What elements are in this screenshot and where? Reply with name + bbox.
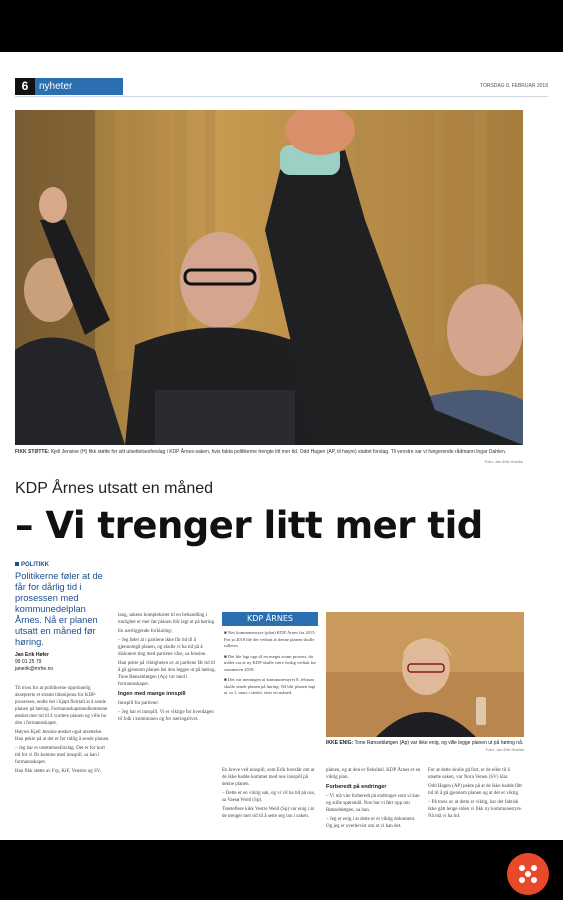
photo-caption [15, 449, 523, 456]
page-header [15, 78, 548, 97]
byline-phone: 99 01 25 79 [15, 659, 42, 665]
paragraph: – Dette er en viktig sak, og vi vil ha tid på oss, sa Vaesø Wold (Sp). [222, 791, 316, 803]
article-column-2 [118, 612, 216, 725]
grid-dots-icon [519, 865, 537, 883]
paragraph: – Jeg føler at i partiene ikke får tid til å gjennomgå planen, og skulle vi ha tid på å diskutere ting med partiene våre, sa Jensine. [118, 638, 207, 657]
paragraph: planen, og at den er fleksibel. KDP Årnes er en viktig plan. [326, 768, 421, 780]
paragraph: Innspill fra partiene: [118, 701, 159, 706]
paragraph: En kreve ved innspill, som Erik foreslår om at de ikke hadde kommet med noe innspill på denne planen. [222, 768, 315, 787]
newspaper-page [0, 52, 563, 840]
paragraph: For at dette skulle gå fort, er de eller til å utsette saken, var Nora Venen (SV) klar. [428, 768, 510, 780]
paragraph: – På tross av at dette er viktig, har det faktisk ikke gått lenge siden vi fikk ny kommunestyre. Nå må vi ha tid. [428, 800, 523, 819]
secondary-caption-text: Tone Rønsebløtgen (Ap) var ikke enig, og ville legge planen ut på høring nå. [354, 740, 524, 746]
fact-box [222, 612, 318, 764]
main-photo-image [15, 110, 523, 445]
secondary-photo [326, 612, 524, 737]
article-column-4 [326, 767, 422, 832]
paragraph: – Jeg har et utsettelsesforslag. Det er for kort tid for vi får komme med innspill, sa han i formannskapet. [15, 746, 105, 765]
article-column-5 [428, 767, 524, 822]
fact-box-title: KDP ÅRNES [222, 612, 318, 626]
byline-email: janerik@mrhe.no [15, 666, 54, 672]
floating-action-button[interactable] [507, 853, 549, 895]
issue-date: TORSDAG 8. FEBRUAR 2018 [480, 83, 548, 89]
fact-item: ■ Det ble lagt opp til en meget stram prosess, da målet var at ny KDP skulle være ferdig vedtatt før sommeren 2018. [224, 653, 317, 672]
main-photo [15, 110, 523, 445]
paragraph: Trøsteflere kikk Vestre Weld (Sp) var enig i at de trenger mer tid til å sette seg inn i saken. [222, 807, 314, 819]
page-number: 6 [15, 78, 35, 95]
article-lead: Politikerne føler at de får for dårlig tid i prosessen med kommunedelplan Årnes. Nå er planen utsatt en måned før høring. [15, 571, 103, 647]
photo-credit: Foto: Jan Erik Hoelse [484, 459, 523, 464]
section-label: nyheter [35, 78, 123, 95]
article-kicker: KDP Årnes utsatt en måned [15, 480, 214, 497]
paragraph: Han pekte på viktigheten av at partiene får tid til å gå gjennom planen før den legges ut på høring. Tone Rønsebløtgen (Ap) var med i formannskapet. [118, 661, 216, 687]
photo-caption-lead: FIKK STØTTE: [15, 449, 50, 455]
byline-name: Jan Erik Høfer [15, 652, 49, 658]
paragraph: lang, sakens kompleksitet til en behandling i mulighet er mer før planen blir lagt ut på høring. [118, 613, 216, 625]
article-tag: POLITIKK [15, 562, 49, 568]
paragraph: Han fikk støtte av Frp, KrF, Venstre og SV. [15, 769, 101, 774]
article-column-1 [15, 685, 111, 777]
paragraph: – Vi må vite forberedt på endringer som vi kan og stille spørsmål. Noe har vi ført opp om Rønsebløtgen, sa hun. [326, 794, 420, 813]
paragraph: – Jeg er enig i at dette er et viktig dokument. Og jeg er overbevist om at vi kan det. [326, 817, 416, 829]
paragraph: Odd Hagen (AP) pekte på at de ikke hadde fått tid til å gå gjennom planen og at det er viktig. [428, 784, 522, 796]
fact-item: ■ Nes kommunestyre (plan) KDP Årnes fra 2015. Før ja 2018 ble det vedtatt at denne planen skulle rulleres. [224, 630, 316, 648]
byline [15, 652, 107, 673]
photo-caption-text: Kjell Jensine (H) fikk støtte for sitt utsettelsesforslag i KDP Årnes-saken, hvis fakta politikerne trengte litt mer tid. Odd Hagen (AP, til høyre) stattet forslag. Til venstre sar vi fungerende rådmann Ingar Dahlen. [50, 449, 507, 455]
subheading: Ingen med mange innspill [118, 691, 186, 697]
paragraph: Til tross for at politikerne opprinnelig aksepterte et stramt tidsskjema for KDP-prosessen, endte det i kjapt fleirtall at å sende planen på høring. Formannskapsmedlemmene ønsket mer tid til å vurdere planen og ville ha den i formannskapet. [15, 686, 108, 726]
paragraph: En nærliggende forklaring: [118, 629, 173, 634]
subheading: Forberedt på endringer [326, 784, 387, 790]
secondary-photo-caption [326, 740, 524, 753]
fact-item: ■ Det var meningen at kommunestyret 8. februar skulle sende planen på høring. Nå blir planen lagt ut ca 1. mars i stedet, etter en måned. [224, 677, 316, 695]
article-column-3 [222, 767, 318, 822]
paragraph: – Jeg har et innspill. Vi er viktige for hverdagen til folk i kommunen og for næringslivet. [118, 710, 214, 722]
article-headline: – Vi trenger litt mer tid [15, 504, 483, 547]
secondary-photo-image [326, 612, 524, 737]
secondary-caption-lead: IKKE ENIG: [326, 740, 354, 746]
secondary-photo-credit: Foto: Jan Erik Hoelse [485, 746, 524, 752]
paragraph: Høyres Kjell Jensine ønsket også utsettelse. Han pekte på at det er for tidlig å sende planen. [15, 730, 110, 742]
